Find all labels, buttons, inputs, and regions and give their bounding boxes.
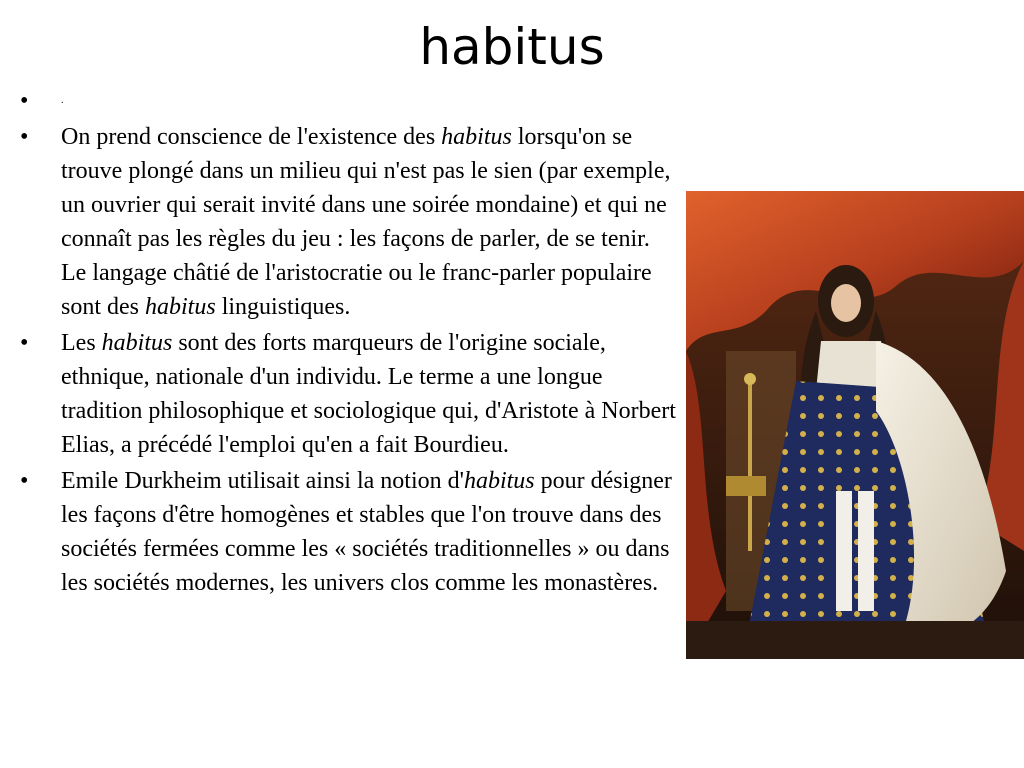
habitus-term: habitus bbox=[145, 294, 216, 320]
bullet-icon: • bbox=[20, 468, 29, 494]
list-item-text: Emile Durkheim utilisait ainsi la notion d'habitus pour désigner les façons d'être homogènes et stables que l'on trouve dans des sociétés fermées comme les « sociétés traditionnelles » ou dans les sociétés modernes, les univers clos comme les monastères. bbox=[61, 468, 672, 596]
habitus-term: habitus bbox=[441, 124, 512, 150]
bullet-icon: • bbox=[20, 88, 29, 114]
bullet-icon: • bbox=[20, 124, 29, 150]
list-item bbox=[20, 120, 680, 324]
bullet-icon: • bbox=[20, 330, 29, 356]
slide-content bbox=[20, 84, 680, 602]
bullet-list bbox=[20, 84, 680, 600]
scepter bbox=[748, 381, 752, 551]
habitus-term: habitus bbox=[101, 330, 173, 356]
leg-right bbox=[858, 491, 874, 611]
list-item bbox=[20, 84, 680, 118]
face bbox=[831, 284, 861, 322]
list-item bbox=[20, 464, 680, 600]
list-item-text: Les habitus sont des forts marqueurs de l'origine sociale, ethnique, nationale d'un individu. Le terme a une longue tradition philosophique et sociologique qui, d'Aristote à Norbert Elias, a précédé l'emploi qu'en a fait Bourdieu. bbox=[61, 330, 676, 458]
list-item-text: . bbox=[61, 95, 64, 106]
floor bbox=[686, 621, 1024, 659]
list-item-text: On prend conscience de l'existence des habitus lorsqu'on se trouve plongé dans un milieu qui n'est pas le sien (par exemple, un ouvrier qui serait invité dans une soirée mondaine) et qui ne connaît pas les règles du jeu : les façons de parler, de se tenir. Le langage châtié de l'aristocratie ou le franc-parler populaire sont des habitus linguistiques. bbox=[61, 124, 671, 320]
portrait-image bbox=[686, 191, 1024, 659]
habitus-term: habitus bbox=[463, 468, 535, 494]
list-item bbox=[20, 326, 680, 462]
leg-left bbox=[836, 491, 852, 611]
crown bbox=[726, 476, 766, 496]
slide-title: habitus bbox=[419, 18, 605, 76]
